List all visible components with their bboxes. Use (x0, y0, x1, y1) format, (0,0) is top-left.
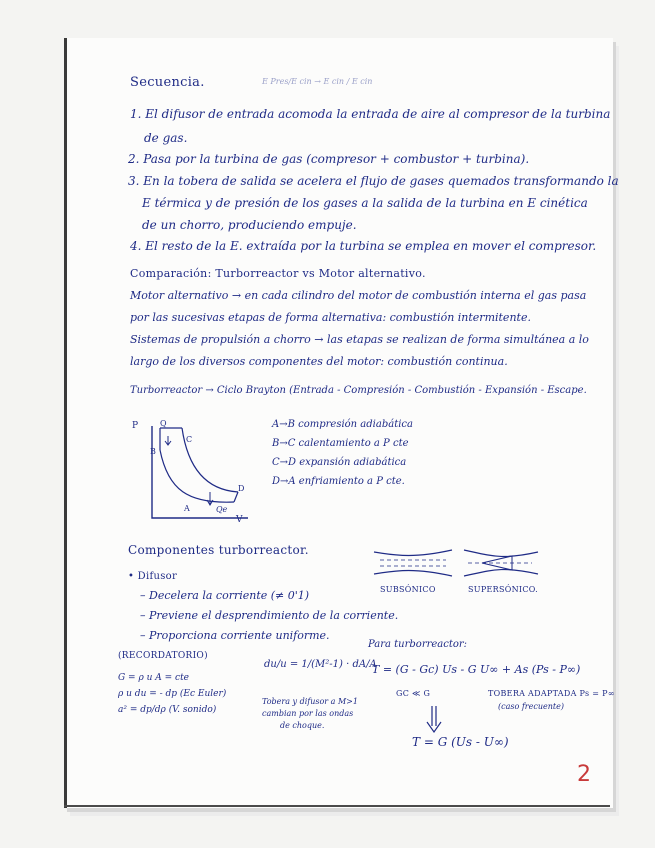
legend-bc: B→C calentamiento a P cte (272, 438, 409, 449)
subsonic-diffuser-sketch (372, 546, 454, 580)
thrust-result: T = G (Us - U∞) (412, 735, 509, 749)
step-4: 4. El resto de la E. extraída por la turbina se emplea en mover el compresor. (130, 239, 597, 253)
comparison-line-4: largo de los diversos componentes del motor: combustión continua. (130, 355, 508, 368)
legend-da: D→A enfriamiento a P cte. (272, 476, 405, 487)
subsonic-label: SUBSÓNICO (380, 585, 436, 594)
legend-ab: A→B compresión adiabática (272, 419, 413, 430)
point-d: D (238, 484, 245, 493)
tobera-note-1: Tobera y difusor a M>1 (262, 697, 358, 706)
tobera-adaptada-2: (caso frecuente) (498, 702, 564, 711)
difusor-title: • Difusor (128, 571, 178, 582)
components-title: Componentes turborreactor. (128, 543, 309, 557)
point-qe: Qe (216, 505, 228, 514)
tobera-note-3: de choque. (280, 721, 325, 730)
recordatorio-line-3: a² = dp/dρ (V. sonido) (118, 705, 217, 715)
point-c: C (186, 435, 193, 444)
step-3-cont-a: E térmica y de presión de los gases a la salida de la turbina en E cinética (142, 196, 588, 210)
difusor-item-2: – Previene el desprendimiento de la corriente. (140, 609, 399, 622)
tobera-note-2: cambian por las ondas (262, 709, 354, 718)
step-3-cont-b: de un chorro, produciendo empuje. (142, 218, 357, 232)
recordatorio-line-2: ρ u du = - dp (Ec Euler) (118, 689, 227, 699)
point-q: Q (160, 419, 167, 428)
thrust-formula: T = (G - Gc) Us - G U∞ + As (Ps - P∞) (372, 663, 581, 676)
difusor-item-3: – Proporciona corriente uniforme. (140, 629, 330, 642)
comparison-line-3: Sistemas de propulsión a chorro → las etapas se realizan de forma simultánea a lo (130, 333, 589, 346)
title-note: E Pres/E cin → E cin / E cin (262, 77, 373, 86)
recordatorio-line-1: G = ρ u A = cte (118, 673, 190, 683)
axis-p-label: P (132, 421, 139, 431)
comparison-line-1: Motor alternativo → en cada cilindro del motor de combustión interna el gas pasa (130, 289, 587, 302)
gc-note: GC ≪ G (396, 689, 431, 698)
page-number: 2 (577, 762, 591, 787)
down-arrow (424, 704, 444, 734)
point-b: B (150, 447, 157, 456)
para-turborreactor: Para turborreactor: (368, 639, 468, 650)
point-a: A (184, 504, 191, 513)
page-bottom-edge (64, 805, 610, 807)
difusor-item-1: – Decelera la corriente (≠ 0'1) (140, 589, 310, 602)
step-1-cont: de gas. (144, 131, 188, 145)
axis-v-label: V (236, 515, 243, 525)
recordatorio-title: (RECORDATORIO) (118, 651, 208, 661)
step-3: 3. En la tobera de salida se acelera el flujo de gases quemados transformando la (128, 174, 619, 188)
brayton-pv-diagram (138, 420, 258, 530)
comparison-line-5: Turborreactor → Ciclo Brayton (Entrada - Compresión - Combustión - Expansión - Escape. (130, 385, 587, 396)
comparison-title: Comparación: Turborreactor vs Motor alternativo. (130, 267, 426, 280)
supersonic-label: SUPERSÓNICO. (468, 585, 539, 594)
area-velocity-relation: du/u = 1/(M²-1) · dA/A (264, 659, 377, 670)
step-2: 2. Pasa por la turbina de gas (compresor + combustor + turbina). (128, 152, 530, 166)
supersonic-diffuser-sketch (462, 546, 540, 580)
step-1: 1. El difusor de entrada acomoda la entrada de aire al compresor de la turbina (130, 107, 611, 121)
legend-cd: C→D expansión adiabática (272, 457, 407, 468)
tobera-adaptada-1: TOBERA ADAPTADA Ps = P∞ (488, 689, 615, 698)
comparison-line-2: por las sucesivas etapas de forma alternativa: combustión intermitente. (130, 311, 531, 324)
section-title-secuencia: Secuencia. (130, 75, 205, 90)
